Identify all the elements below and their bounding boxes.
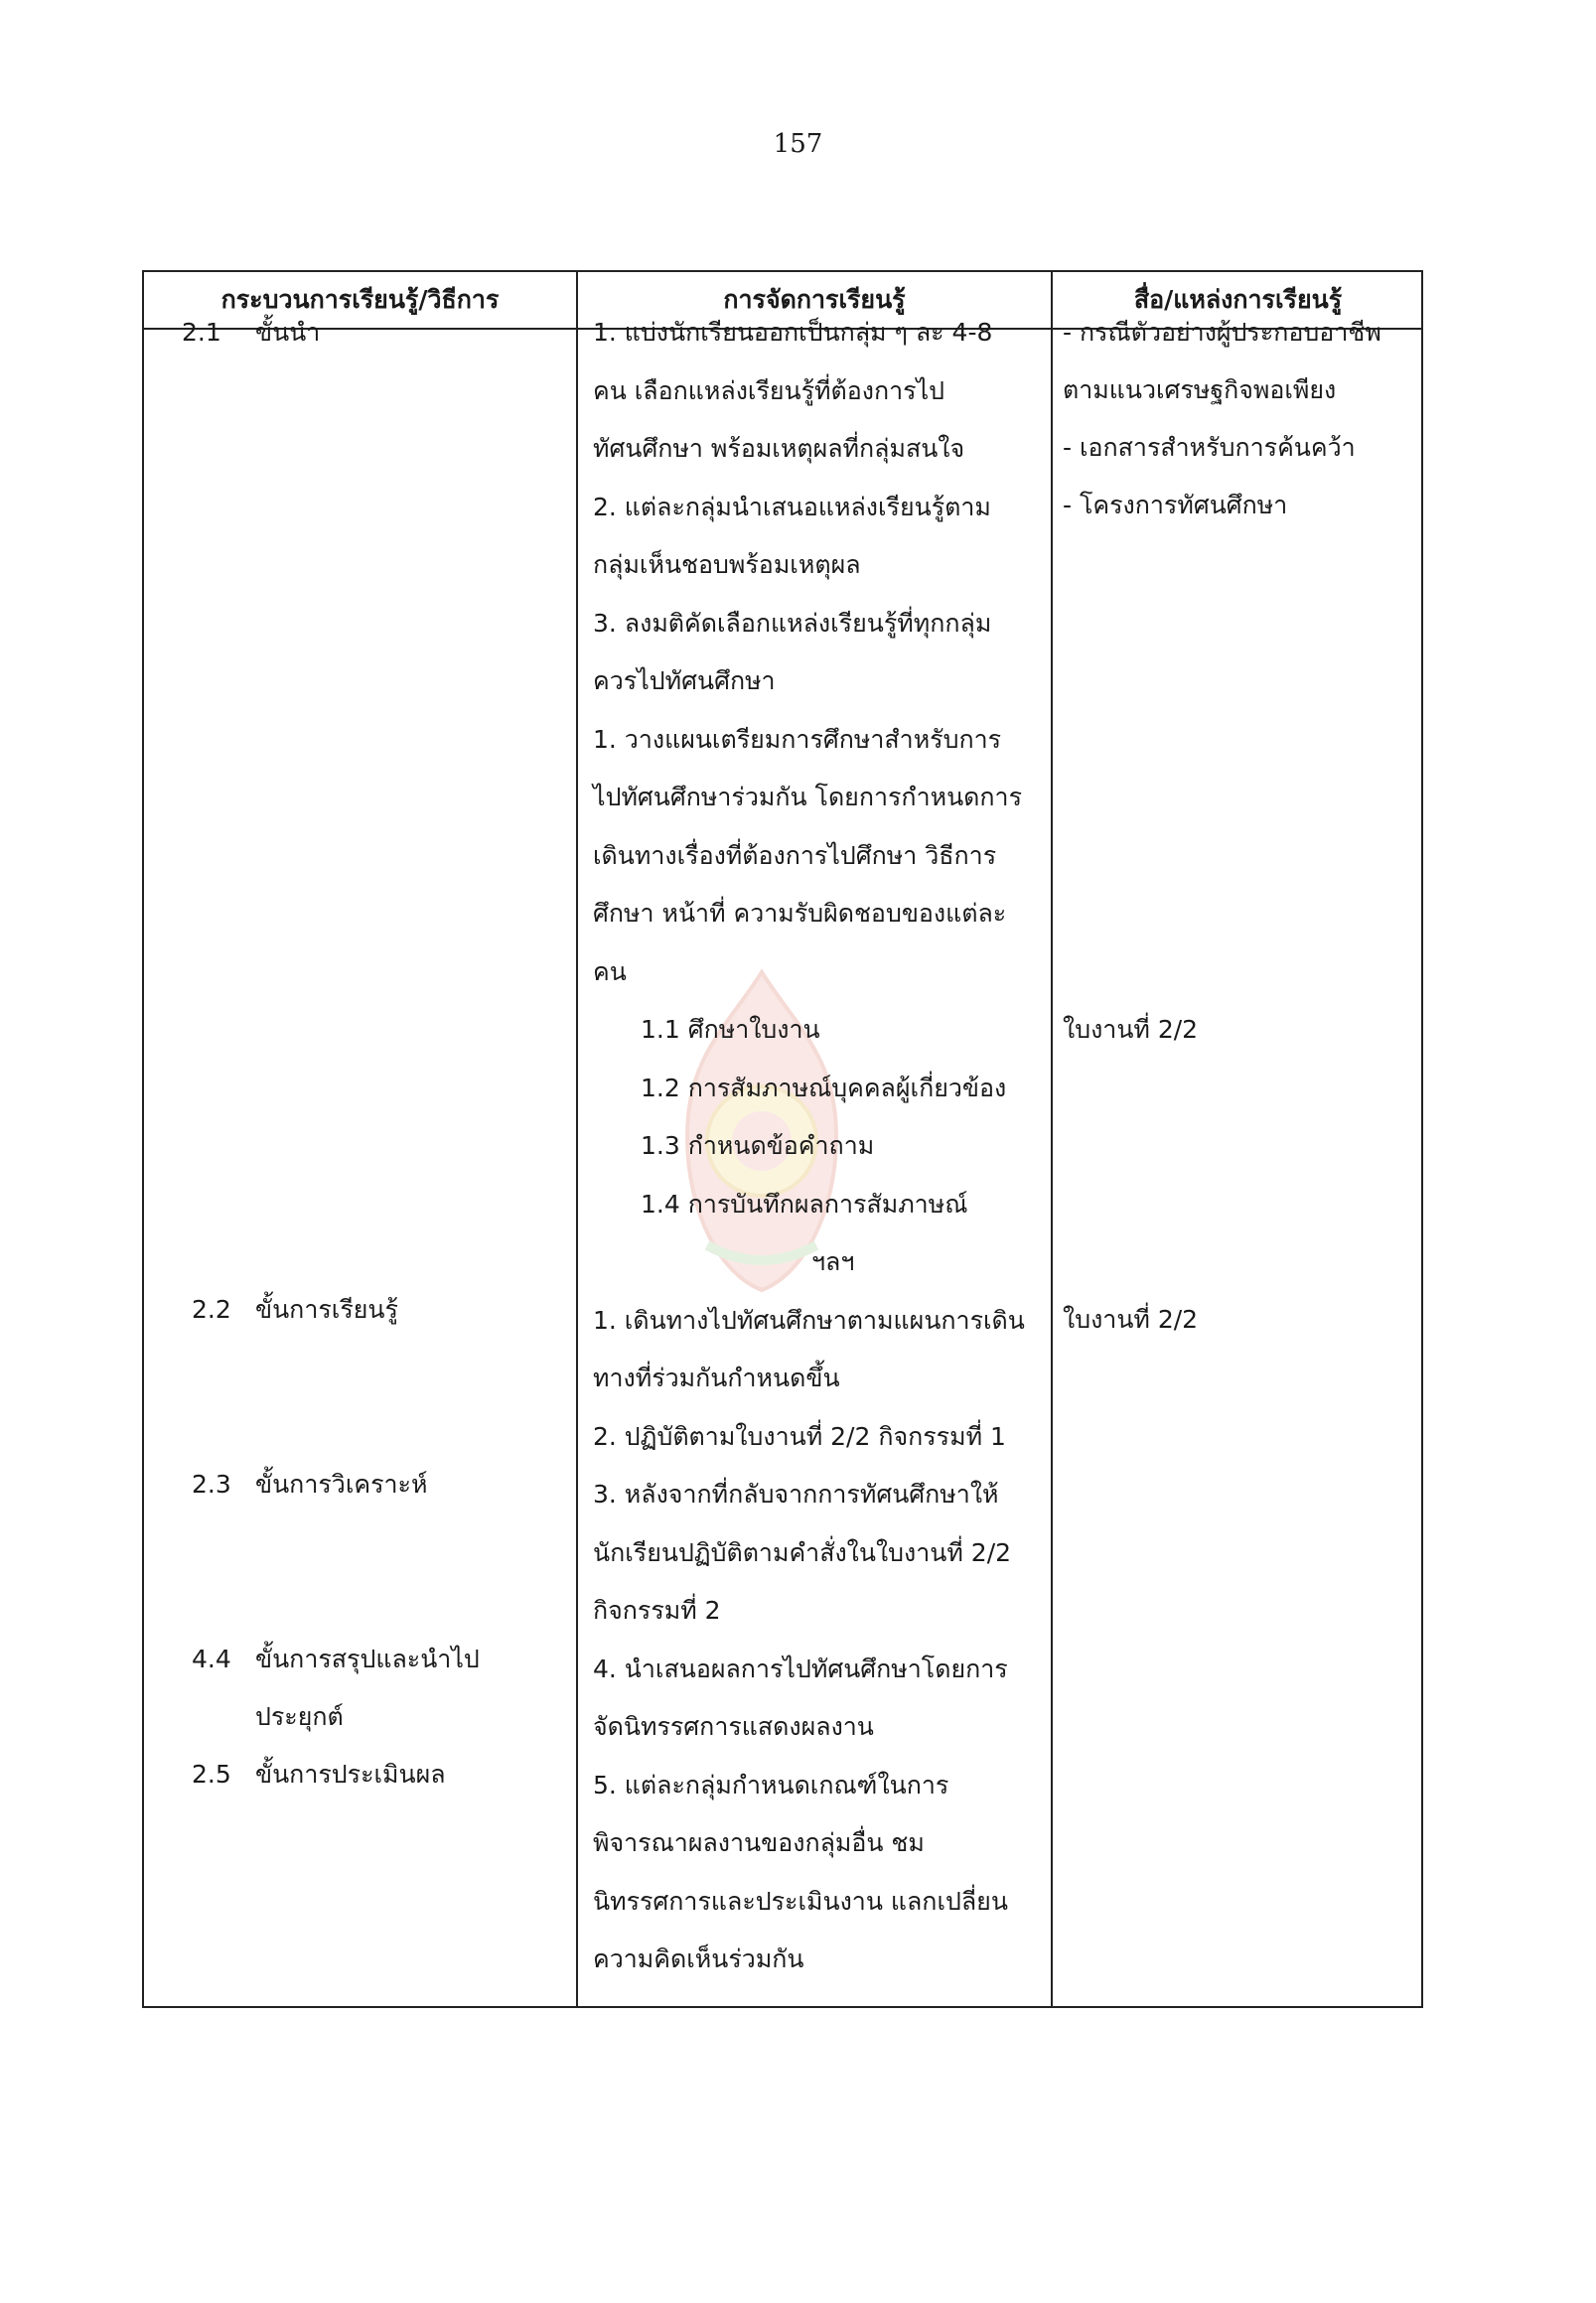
management-line: นักเรียนปฏิบัติตามคำสั่งในใบงานที่ 2/2 — [593, 1537, 1012, 1567]
management-line: 1.1 ศึกษาใบงาน — [641, 1015, 820, 1044]
management-line: 3. หลังจากที่กลับจากการทัศนศึกษาให้ — [593, 1480, 999, 1509]
step-label: ขั้นการสรุปและนำไป — [255, 1645, 480, 1673]
management-line: 1.2 การสัมภาษณ์บุคคลผู้เกี่ยวข้อง — [641, 1073, 1007, 1102]
step-number: 2.1 — [182, 318, 221, 347]
management-line: คน — [593, 956, 627, 986]
management-line: 5. แต่ละกลุ่มกำหนดเกณฑ์ในการ — [593, 1770, 949, 1799]
management-line: ไปทัศนศึกษาร่วมกัน โดยการกำหนดการ — [593, 783, 1023, 811]
step-number: 2.5 — [192, 1760, 231, 1789]
media-line: - โครงการทัศนศึกษา — [1063, 491, 1288, 519]
step-label: ขั้นการวิเคราะห์ — [255, 1470, 428, 1499]
management-line: ทางที่ร่วมกันกำหนดขึ้น — [593, 1364, 840, 1392]
management-line: ฯลฯ — [811, 1247, 855, 1276]
management-line: 1.3 กำหนดข้อคำถาม — [641, 1131, 875, 1160]
management-line: เดินทางเรื่องที่ต้องการไปศึกษา วิธีการ — [593, 840, 997, 870]
management-line: ทัศนศึกษา พร้อมเหตุผลที่กลุ่มสนใจ — [593, 434, 965, 463]
media-line: - เอกสารสำหรับการค้นคว้า — [1063, 433, 1356, 462]
management-line: 1. วางแผนเตรียมการศึกษาสำหรับการ — [593, 724, 1002, 754]
management-line: กลุ่มเห็นชอบพร้อมเหตุผล — [593, 550, 861, 579]
step-number: 4.4 — [192, 1645, 231, 1673]
media-line: ใบงานที่ 2/2 — [1063, 1015, 1199, 1044]
header-media: สื่อ/แหล่งการเรียนรู้ — [1133, 285, 1343, 314]
column-divider — [1051, 272, 1053, 2006]
management-line: กิจกรรมที่ 2 — [593, 1596, 721, 1625]
media-line: - กรณีตัวอย่างผู้ประกอบอาชีพ — [1063, 318, 1381, 347]
management-line: ควรไปทัศนศึกษา — [593, 666, 776, 695]
header-process: กระบวนการเรียนรู้/วิธีการ — [220, 285, 500, 314]
management-line: ศึกษา หน้าที่ ความรับผิดชอบของแต่ละ — [593, 899, 1007, 928]
step-number: 2.3 — [192, 1470, 231, 1499]
management-line: 1. แบ่งนักเรียนออกเป็นกลุ่ม ๆ ละ 4-8 — [593, 318, 993, 347]
page-number: 157 — [773, 129, 823, 159]
step-label: ขั้นการประเมินผล — [255, 1760, 446, 1789]
management-line: 4. นำเสนอผลการไปทัศนศึกษาโดยการ — [593, 1654, 1008, 1683]
management-line: คน เลือกแหล่งเรียนรู้ที่ต้องการไป — [593, 375, 945, 405]
header-management: การจัดการเรียนรู้ — [723, 285, 906, 314]
column-divider — [576, 272, 578, 2006]
step-label: ขั้นนำ — [255, 318, 321, 347]
media-line: ตามแนวเศรษฐกิจพอเพียง — [1063, 375, 1337, 404]
management-line: 1.4 การบันทึกผลการสัมภาษณ์ — [641, 1189, 968, 1219]
management-line: นิทรรศการและประเมินงาน แลกเปลี่ยน — [593, 1886, 1008, 1916]
management-line: 3. ลงมติคัดเลือกแหล่งเรียนรู้ที่ทุกกลุ่ม — [593, 608, 992, 638]
step-label: ประยุกต์ — [255, 1702, 344, 1731]
media-line: ใบงานที่ 2/2 — [1063, 1305, 1199, 1334]
management-line: ความคิดเห็นร่วมกัน — [593, 1944, 804, 1973]
management-line: 2. แต่ละกลุ่มนำเสนอแหล่งเรียนรู้ตาม — [593, 492, 991, 521]
management-line: พิจารณาผลงานของกลุ่มอื่น ชม — [593, 1828, 925, 1857]
management-line: 1. เดินทางไปทัศนศึกษาตามแผนการเดิน — [593, 1305, 1025, 1335]
management-line: 2. ปฏิบัติตามใบงานที่ 2/2 กิจกรรมที่ 1 — [593, 1421, 1006, 1451]
lesson-plan-table — [142, 270, 1423, 2008]
step-number: 2.2 — [192, 1295, 231, 1324]
management-line: จัดนิทรรศการแสดงผลงาน — [593, 1712, 874, 1741]
step-label: ขั้นการเรียนรู้ — [255, 1295, 398, 1324]
